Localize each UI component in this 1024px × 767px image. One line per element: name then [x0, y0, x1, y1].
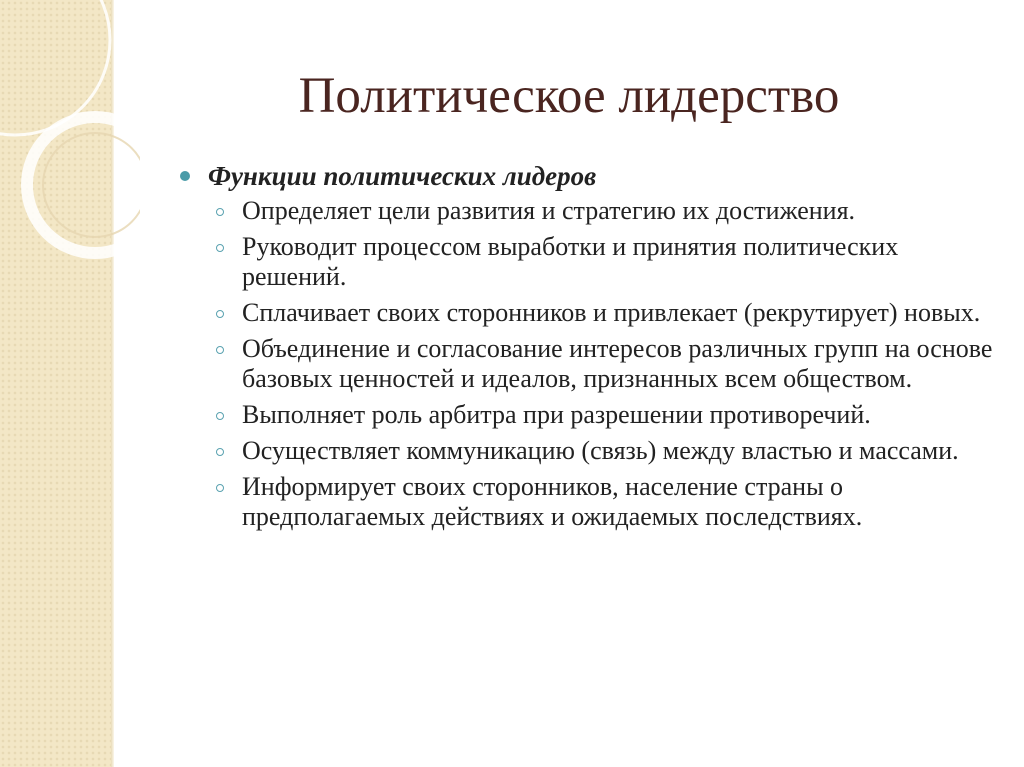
list-item-text: Руководит процессом выработки и принятия политических решений. [242, 232, 899, 291]
hollow-circle-bullet-icon [216, 310, 224, 318]
list-heading [178, 160, 1008, 192]
hollow-circle-bullet-icon [216, 346, 224, 354]
hollow-circle-bullet-icon [216, 484, 224, 492]
list-item-text: Определяет цели развития и стратегию их достижения. [242, 196, 856, 225]
hollow-circle-bullet-icon [216, 412, 224, 420]
hollow-circle-bullet-icon [216, 208, 224, 216]
list-item [178, 334, 1008, 394]
hollow-circle-bullet-icon [216, 244, 224, 252]
list-item-text: Объединение и согласование интересов различных групп на основе базовых ценностей и идеалов, признанных всем обществом. [242, 334, 993, 393]
list-heading-text: Функции политических лидеров [208, 161, 597, 191]
list-item [178, 400, 1008, 430]
list-item [178, 472, 1008, 532]
list-item-text: Информирует своих сторонников, население страны о предполагаемых действиях и ожидаемых последствиях. [242, 472, 863, 531]
list-item [178, 298, 1008, 328]
list-item [178, 196, 1008, 226]
list-item [178, 232, 1008, 292]
list-item [178, 436, 1008, 466]
hollow-circle-bullet-icon [216, 448, 224, 456]
list-item-text: Выполняет роль арбитра при разрешении противоречий. [242, 400, 871, 429]
list-item-text: Осуществляет коммуникацию (связь) между властью и массами. [242, 436, 959, 465]
filled-circle-bullet-icon [180, 171, 190, 181]
decorative-rings-icon [0, 0, 140, 300]
slide-content [178, 160, 1008, 538]
slide-title: Политическое лидерство [298, 68, 840, 124]
list-item-text: Сплачивает своих сторонников и привлекает (рекрутирует) новых. [242, 298, 981, 327]
